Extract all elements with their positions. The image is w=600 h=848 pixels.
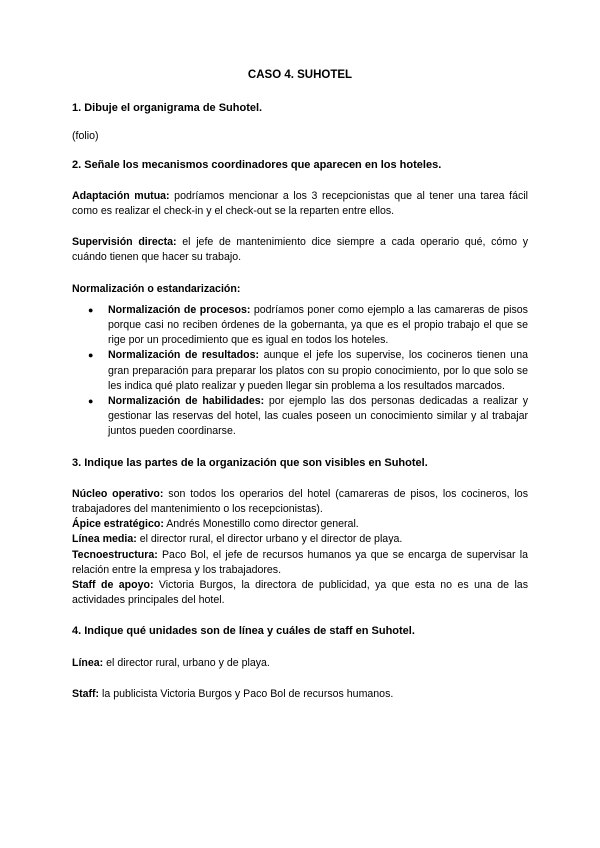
adaptacion-mutua-label: Adaptación mutua: xyxy=(72,189,170,202)
supervision-directa-paragraph xyxy=(72,235,528,265)
apice-estrategico-paragraph: Ápice estratégico: Andrés Monestillo como director general. xyxy=(72,518,359,531)
supervision-directa-text: el jefe de mantenimiento dice siempre a cada operario qué, cómo y cuándo tienen que hacer su trabajo. xyxy=(72,236,528,264)
tecnoestructura-paragraph: Tecnoestructura: Paco Bol, el jefe de recursos humanos ya que se encarga de supervisar la relación entre la empresa y los trabajadores. xyxy=(72,548,528,576)
list-item: ● Normalización de procesos: podríamos poner como ejemplo a las camareras de pisos porque casi no reciben órdenes de la gobernanta, ya que es el propio trabajo el que se rige por un procedimiento que es igual en todos los hoteles. xyxy=(88,303,528,347)
bullet-icon: ● xyxy=(88,350,94,361)
bullet-icon: ● xyxy=(88,396,94,407)
supervision-directa-label: Supervisión directa: xyxy=(72,236,177,249)
staff-paragraph: Staff: la publicista Victoria Burgos y Paco Bol de recursos humanos. xyxy=(72,687,394,700)
question-1-answer: (folio) xyxy=(72,130,99,143)
document-title: CASO 4. SUHOTEL xyxy=(247,69,353,81)
list-item: ● Normalización de habilidades: por ejemplo las dos personas dedicadas a realizar y gestionar las reservas del hotel, las cuales poseen un conocimiento similar y al trabajar juntos pueden coordinarse. xyxy=(88,395,528,438)
staff-de-apoyo-paragraph: Staff de apoyo: Victoria Burgos, la directora de publicidad, ya que esta no es una de las actividades principales del hotel. xyxy=(72,579,528,607)
bullet-icon: ● xyxy=(88,304,94,315)
nucleo-operativo-paragraph: Núcleo operativo: son todos los operarios del hotel (camareras de pisos, los cocineros, los trabajadores del mantenimiento o los recepcionistas). xyxy=(72,487,528,516)
list-item: ● Normalización de resultados: aunque el jefe los supervise, los cocineros tienen una gran preparación para preparar los platos con su propio conocimiento, por lo que solo se les indica qué plato realizar y pueden llegar sin problema a los resultados marcados. xyxy=(88,349,528,392)
question-1-heading: 1. Dibuje el organigrama de Suhotel. xyxy=(72,102,263,115)
document-page xyxy=(72,68,528,702)
adaptacion-mutua-text: podríamos mencionar a los 3 recepcionistas que al tener una tarea fácil como es realizar el check-in y el check-out se la reparten entre ellos. xyxy=(72,189,528,218)
normalizacion-list xyxy=(72,303,528,440)
linea-media-paragraph: Línea media: el director rural, el director urbano y el director de playa. xyxy=(72,533,403,546)
normalizacion-heading: Normalización o estandarización: xyxy=(72,282,241,295)
linea-paragraph: Línea: el director rural, urbano y de playa. xyxy=(72,656,270,669)
question-3-heading: 3. Indique las partes de la organización que son visibles en Suhotel. xyxy=(72,456,428,469)
adaptacion-mutua-paragraph xyxy=(72,189,528,219)
question-2-heading: 2. Señale los mecanismos coordinadores que aparecen en los hoteles. xyxy=(72,158,442,171)
question-4-heading: 4. Indique qué unidades son de línea y cuáles de staff en Suhotel. xyxy=(72,625,415,638)
